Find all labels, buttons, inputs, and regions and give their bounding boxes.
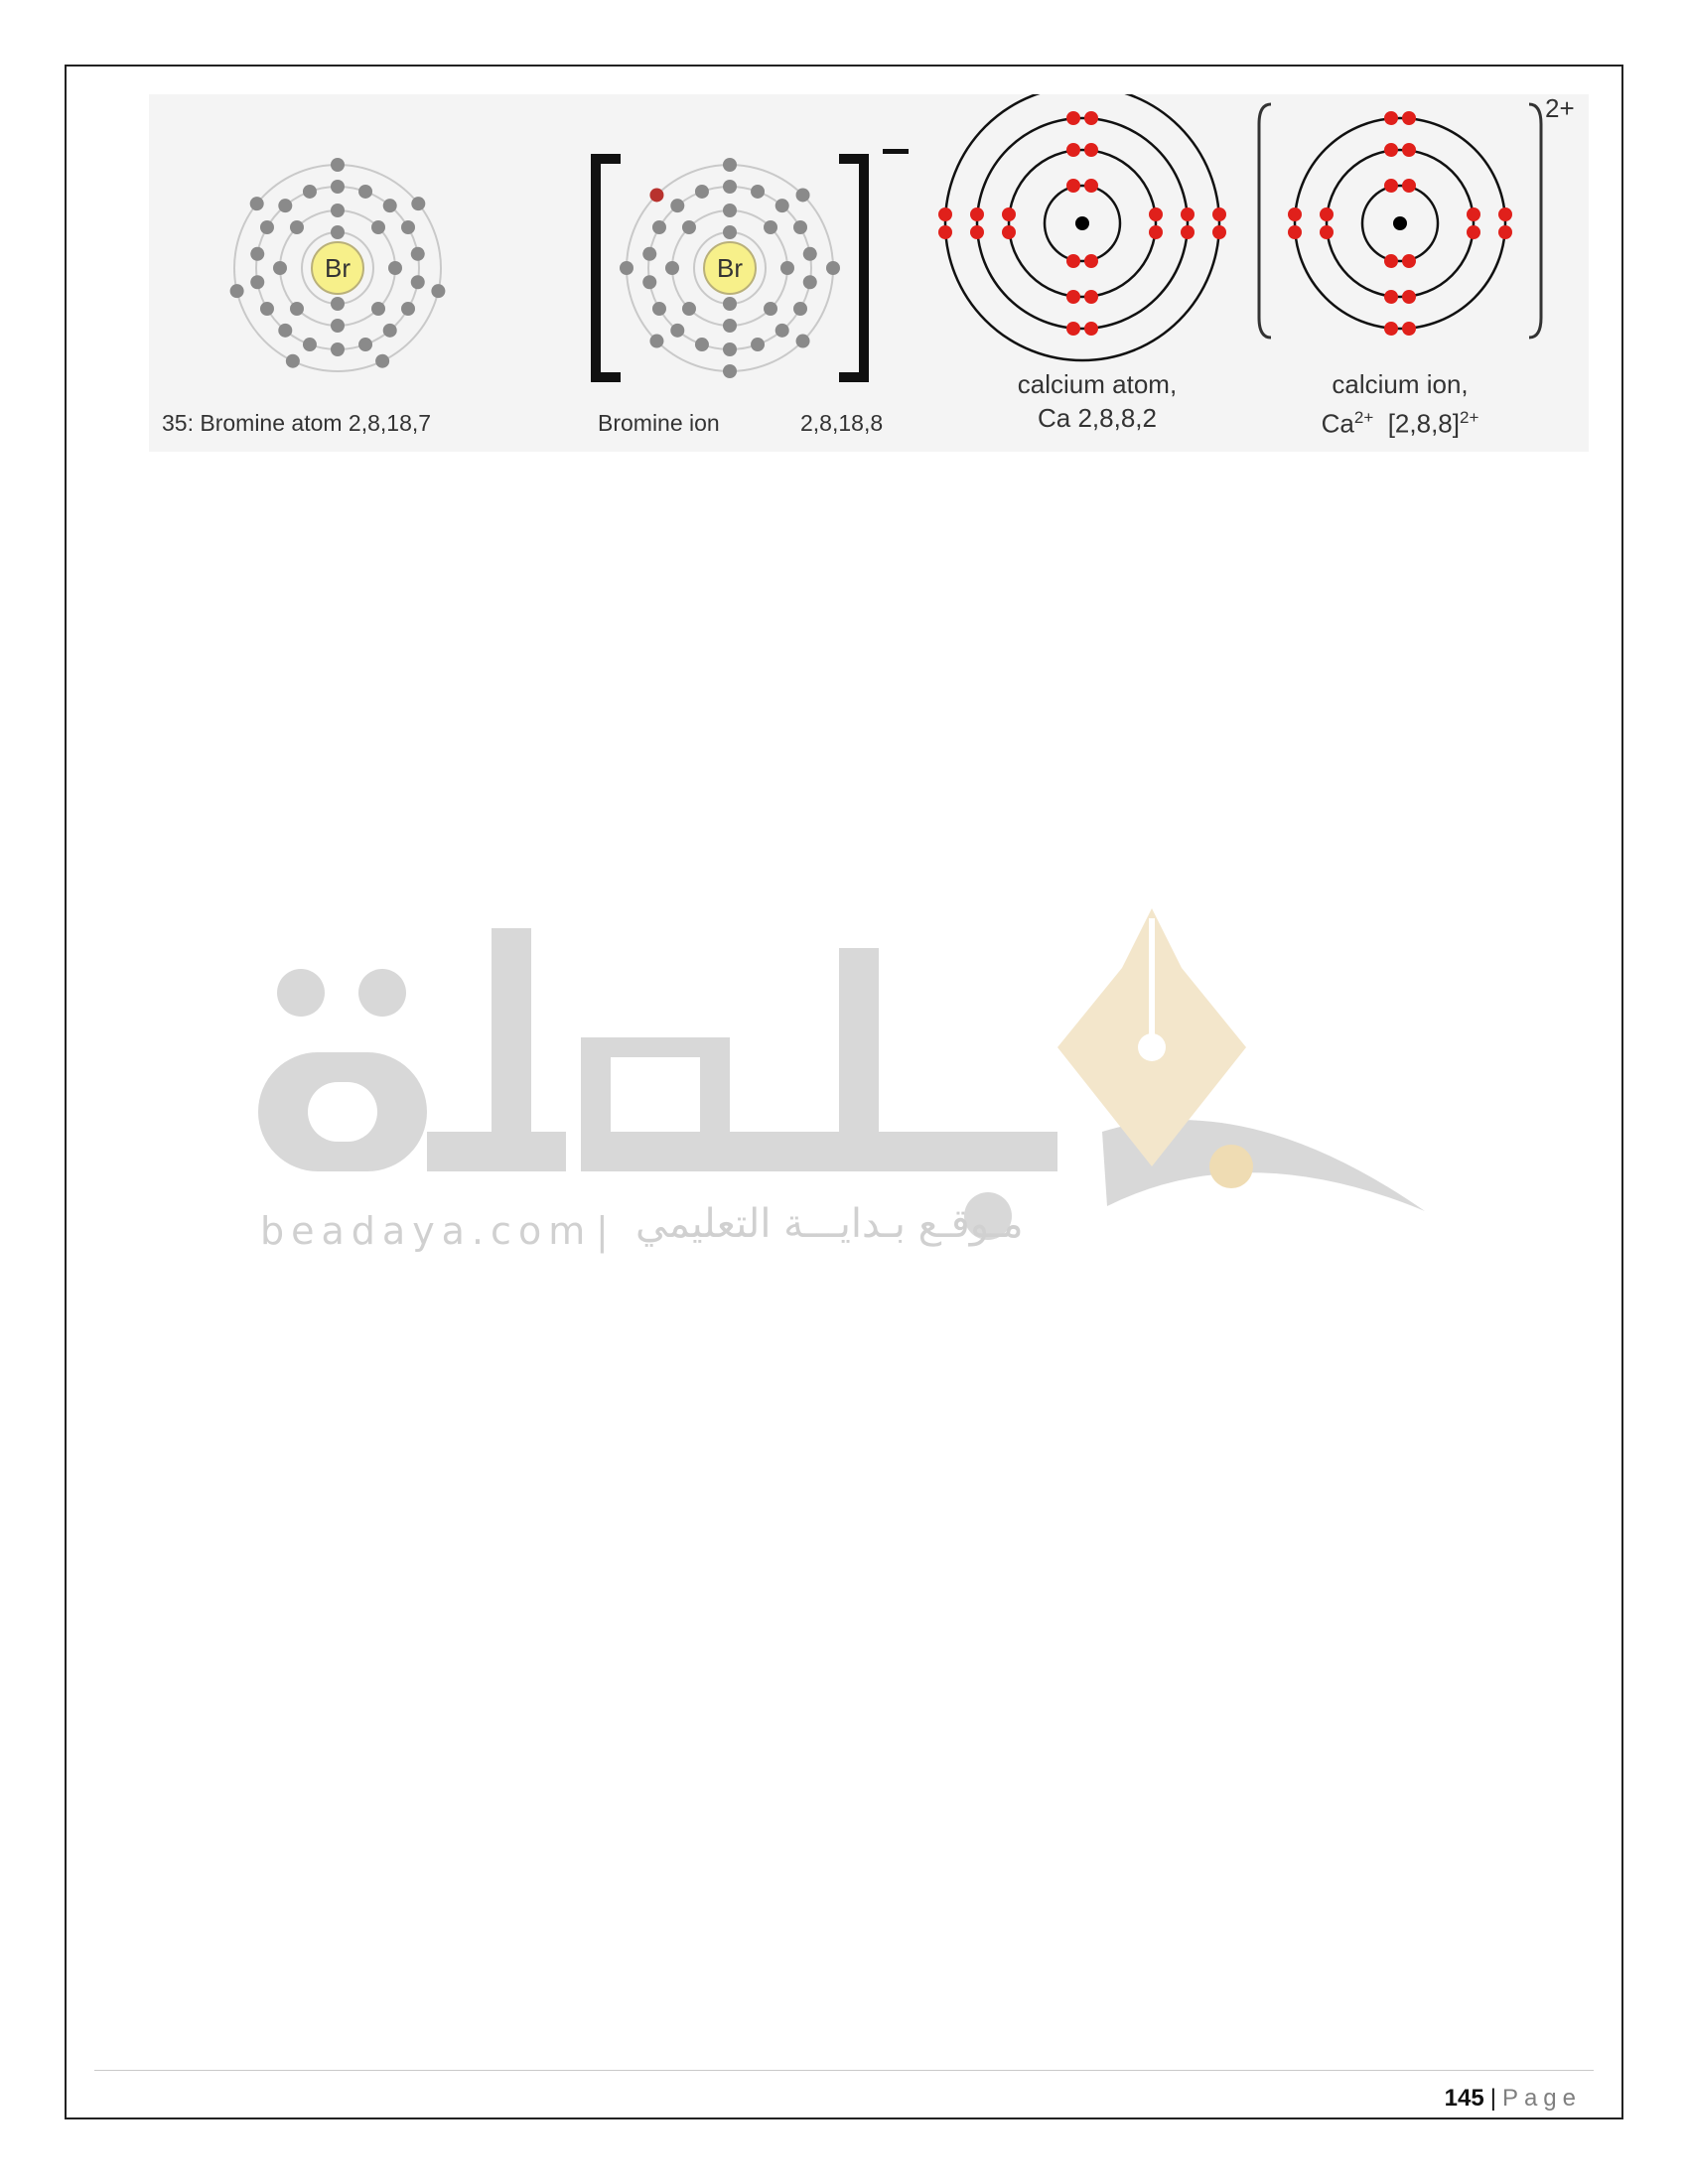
left-bracket [596, 159, 621, 377]
bromine-atom-diagram [209, 139, 467, 397]
electron [375, 354, 389, 368]
bromine-ion-diagram [566, 139, 894, 397]
electron [652, 220, 666, 234]
electron [775, 199, 789, 212]
electron [1149, 225, 1163, 239]
electron [642, 247, 656, 261]
calcium-ion-caption-line1: calcium ion, [1332, 369, 1469, 399]
electron [331, 204, 345, 217]
electron [1288, 225, 1302, 239]
electron [1084, 322, 1098, 336]
electron [1084, 111, 1098, 125]
electron [260, 220, 274, 234]
electron [273, 261, 287, 275]
electron [652, 302, 666, 316]
electron [1320, 225, 1334, 239]
bromine-ion-caption-name: Bromine ion [598, 410, 720, 436]
electron [331, 342, 345, 356]
electron [1149, 207, 1163, 221]
electron [250, 247, 264, 261]
electron [411, 247, 425, 261]
right-bracket [839, 159, 864, 377]
electron [938, 207, 952, 221]
electron [938, 225, 952, 239]
bromine-ion-charge [883, 149, 909, 154]
electron [1002, 207, 1016, 221]
electron [401, 220, 415, 234]
bromine-atom-caption: 35: Bromine atom 2,8,18,7 [162, 410, 432, 436]
electron [290, 302, 304, 316]
electron [723, 225, 737, 239]
electron [383, 199, 397, 212]
electron [290, 220, 304, 234]
electron [411, 197, 425, 210]
electron [331, 319, 345, 333]
electron [1402, 143, 1416, 157]
electron [278, 324, 292, 338]
page-number: 145 [1444, 2085, 1484, 2112]
electron [371, 220, 385, 234]
electron [970, 207, 984, 221]
electron [331, 297, 345, 311]
electron [1498, 207, 1512, 221]
calcium-atom-diagram [933, 94, 1231, 362]
electron [303, 185, 317, 199]
electron [250, 275, 264, 289]
electron [1384, 179, 1398, 193]
electron [723, 364, 737, 378]
electron [1181, 207, 1195, 221]
electron [1084, 290, 1098, 304]
electron [278, 199, 292, 212]
page-footer [1445, 2085, 1582, 2113]
electron [649, 335, 663, 348]
watermark-tagline: مـوقـع بـدايـــة التعليمي [635, 1201, 1024, 1247]
electron [1402, 111, 1416, 125]
element-symbol: Br [717, 253, 743, 283]
electron [682, 302, 696, 316]
electron [723, 319, 737, 333]
electron [286, 354, 300, 368]
electron [751, 185, 765, 199]
electron [331, 158, 345, 172]
electron [1402, 322, 1416, 336]
electron [1498, 225, 1512, 239]
electron [649, 188, 663, 202]
electron [803, 247, 817, 261]
electron [1212, 207, 1226, 221]
electron [1066, 111, 1080, 125]
electron [826, 261, 840, 275]
nucleus [1075, 216, 1089, 230]
electron [1402, 254, 1416, 268]
calcium-ion-caption-line2 [1281, 401, 1519, 441]
electron [230, 284, 244, 298]
electron [1467, 207, 1480, 221]
electron [723, 342, 737, 356]
electron [1384, 111, 1398, 125]
electron [303, 338, 317, 351]
electron [411, 275, 425, 289]
nucleus [1393, 216, 1407, 230]
electron [1181, 225, 1195, 239]
electron [796, 188, 810, 202]
electron [1467, 225, 1480, 239]
page-label: Page [1501, 2085, 1582, 2112]
electron [1066, 290, 1080, 304]
electron [401, 302, 415, 316]
electron [1084, 143, 1098, 157]
right-bracket [1529, 104, 1541, 338]
element-symbol: Br [325, 253, 351, 283]
electron [723, 204, 737, 217]
electron [1066, 143, 1080, 157]
electron [331, 180, 345, 194]
electron [1002, 225, 1016, 239]
electron [1384, 254, 1398, 268]
footer-rule [94, 2070, 1594, 2071]
electron [723, 158, 737, 172]
electron [620, 261, 633, 275]
electron [1066, 322, 1080, 336]
electron [780, 261, 794, 275]
electron [431, 284, 445, 298]
electron [358, 185, 372, 199]
electron [1384, 143, 1398, 157]
electron [670, 324, 684, 338]
electron [1402, 290, 1416, 304]
electron [1066, 254, 1080, 268]
electron [1402, 179, 1416, 193]
electron [723, 297, 737, 311]
calcium-ion-caption [1281, 367, 1519, 441]
electron [388, 261, 402, 275]
electron [371, 302, 385, 316]
electron [1066, 179, 1080, 193]
electron [383, 324, 397, 338]
calcium-atom-caption [978, 367, 1216, 435]
calcium-ion-symbol-charge: 2+ [1353, 408, 1374, 427]
calcium-ion-symbol: Ca [1321, 408, 1354, 439]
electron [1384, 322, 1398, 336]
electron [751, 338, 765, 351]
electron [1212, 225, 1226, 239]
electron [331, 225, 345, 239]
calcium-atom-caption-line1: calcium atom, [1017, 369, 1178, 399]
electron [723, 180, 737, 194]
electron [796, 335, 810, 348]
electron [764, 302, 777, 316]
electron [642, 275, 656, 289]
electron [250, 197, 264, 210]
electron [764, 220, 777, 234]
electron [803, 275, 817, 289]
electron [1320, 207, 1334, 221]
electron [775, 324, 789, 338]
electron [793, 302, 807, 316]
electron [358, 338, 372, 351]
electron [670, 199, 684, 212]
calcium-atom-caption-line2: Ca 2,8,8,2 [1038, 403, 1157, 433]
electron [665, 261, 679, 275]
electron [1084, 179, 1098, 193]
calcium-ion-diagram [1251, 94, 1549, 362]
calcium-ion-charge: 2+ [1545, 93, 1575, 123]
footer-separator: | [1489, 2085, 1496, 2112]
left-bracket [1259, 104, 1271, 338]
electron [970, 225, 984, 239]
electron [695, 338, 709, 351]
electron [1384, 290, 1398, 304]
bromine-ion-caption-config: 2,8,18,8 [800, 410, 884, 436]
electron [260, 302, 274, 316]
electron [793, 220, 807, 234]
electron [1288, 207, 1302, 221]
calcium-ion-config: [2,8,8] [1387, 408, 1460, 439]
watermark-latin: beadaya.com [260, 1209, 593, 1253]
electron [682, 220, 696, 234]
electron [1084, 254, 1098, 268]
electron [695, 185, 709, 199]
calcium-ion-config-charge: 2+ [1459, 408, 1479, 427]
watermark-separator: | [596, 1209, 609, 1253]
